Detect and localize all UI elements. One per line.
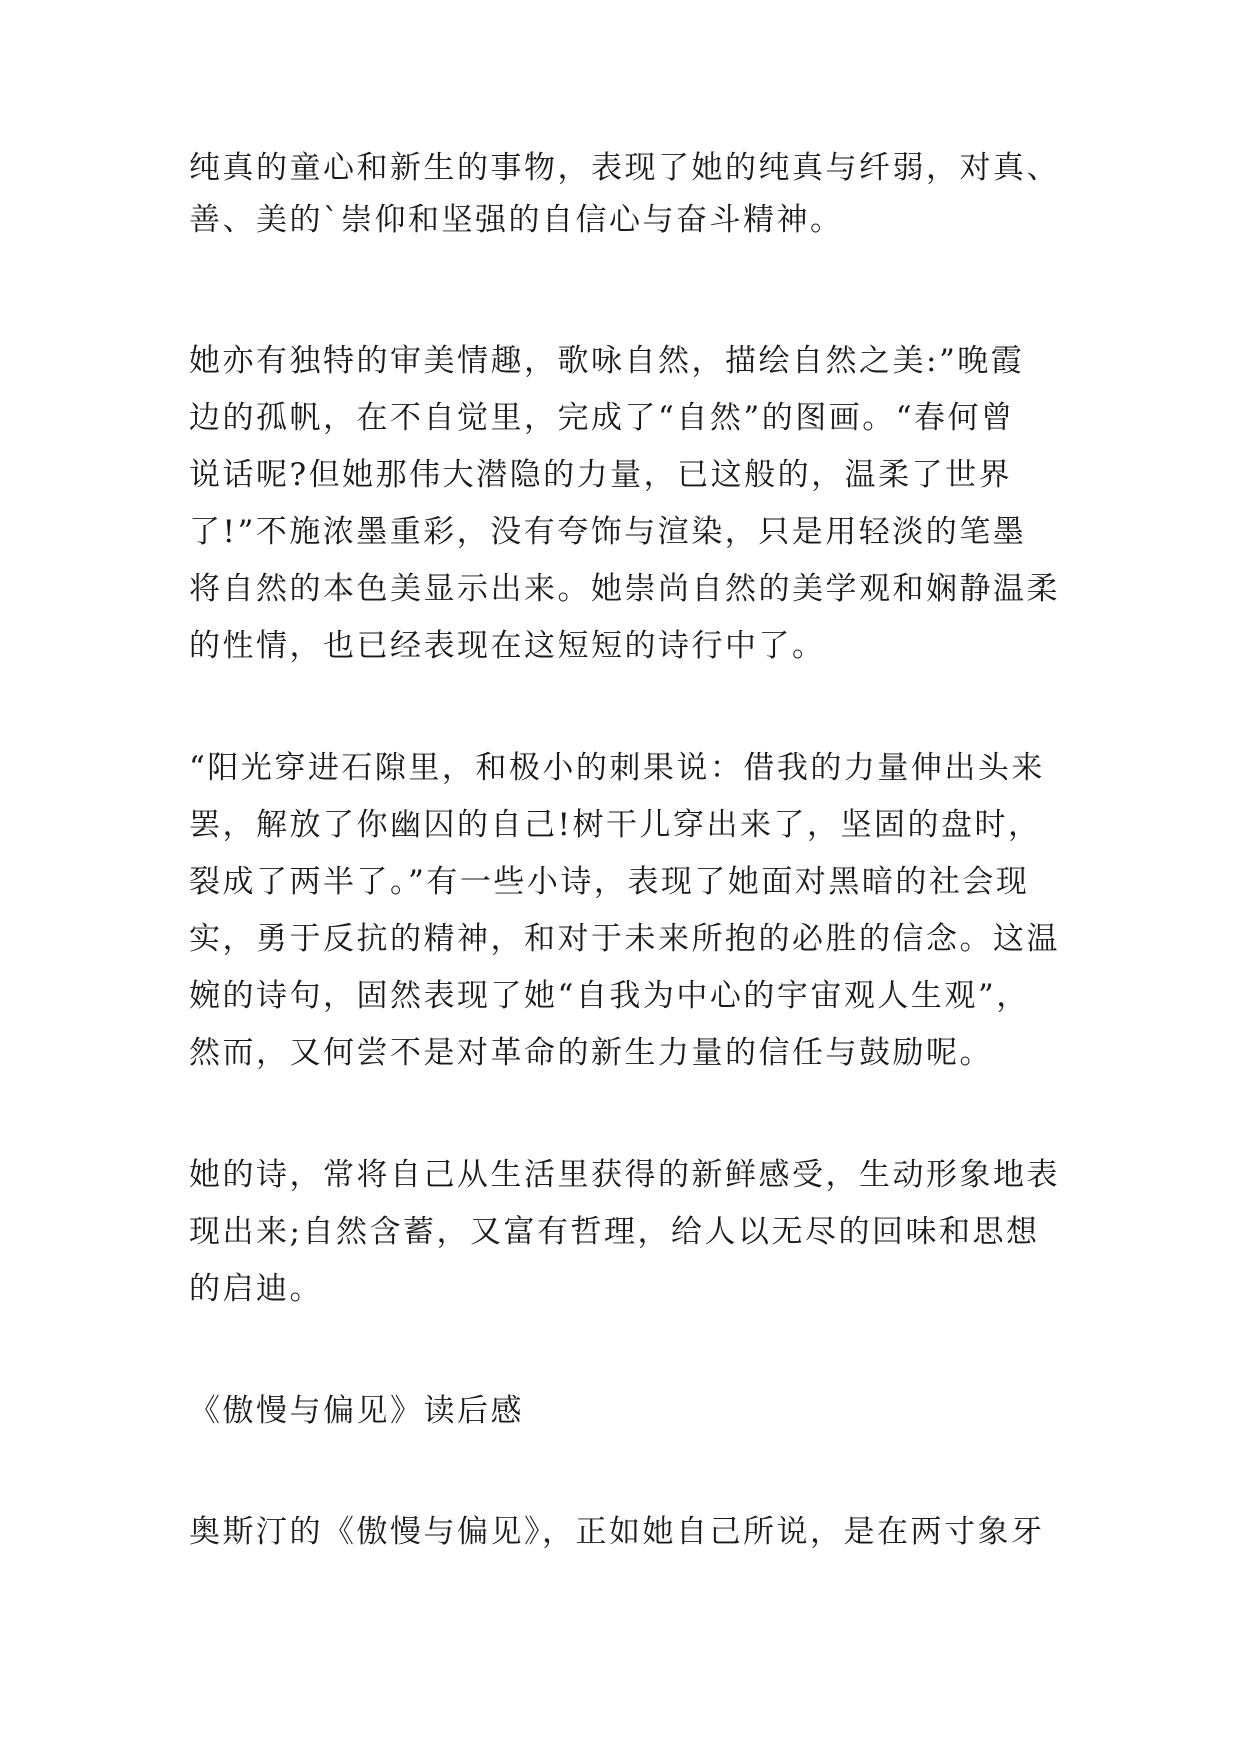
paragraph-3-line-3: 裂成了两半了。”有一些小诗，表现了她面对黑暗的社会现 [189,864,1030,900]
paragraph-1-line-2: 善、美的`崇仰和坚强的自信心与奋斗精神。 [189,202,844,238]
paragraph-3-line-2: 罢，解放了你幽囚的自己!树干儿穿出来了，坚固的盘时， [189,807,1042,843]
paragraph-1-line-1: 纯真的童心和新生的事物，表现了她的纯真与纤弱，对真、 [189,150,1060,186]
paragraph-4-line-3: 的启迪。 [189,1271,323,1307]
paragraph-4-line-2: 现出来;自然含蓄，又富有哲理，给人以无尽的回味和思想 [189,1214,1040,1250]
paragraph-2-line-3: 说话呢?但她那伟大潜隐的力量，已这般的，温柔了世界 [189,457,1013,493]
paragraph-2-line-4: 了!”不施浓墨重彩，没有夸饰与渲染，只是用轻淡的笔墨 [189,514,1027,550]
paragraph-2-line-2: 边的孤帆，在不自觉里，完成了“自然”的图画。“春何曾 [189,400,1015,436]
paragraph-5-line-1: 奥斯汀的《傲慢与偏见》，正如她自己所说，是在两寸象牙 [189,1514,1045,1550]
paragraph-3-line-5: 婉的诗句，固然表现了她“自我为中心的宇宙观人生观”， [189,978,1030,1014]
paragraph-2-line-6: 的性情，也已经表现在这短短的诗行中了。 [189,628,826,664]
paragraph-2-line-1: 她亦有独特的审美情趣，歌咏自然，描绘自然之美:”晚霞 [189,343,1025,379]
paragraph-3-line-1: “阳光穿进石隙里，和极小的刺果说：借我的力量伸出头来 [189,750,1045,786]
paragraph-2-line-5: 将自然的本色美显示出来。她崇尚自然的美学观和娴静温柔 [189,571,1060,607]
section-heading: 《傲慢与偏见》读后感 [189,1393,524,1429]
paragraph-4-line-1: 她的诗，常将自己从生活里获得的新鲜感受，生动形象地表 [189,1157,1060,1193]
paragraph-3-line-6: 然而，又何尝不是对革命的新生力量的信任与鼓励呢。 [189,1035,993,1071]
paragraph-3-line-4: 实，勇于反抗的精神，和对于未来所抱的必胜的信念。这温 [189,921,1060,957]
